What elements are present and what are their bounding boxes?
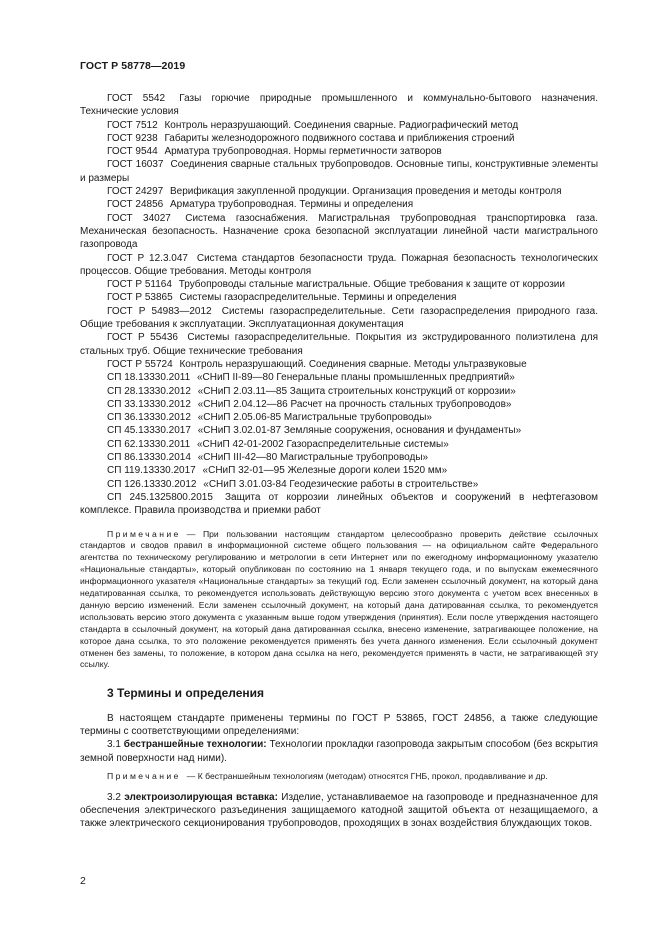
reference-item	[80, 358, 598, 371]
term-name: электроизолирующая вставка:	[124, 791, 278, 803]
note-label: Примечание	[107, 528, 181, 539]
term-name: бестраншейные технологии:	[123, 739, 267, 751]
reference-item	[80, 464, 598, 477]
section-intro: В настоящем стандарте применены термины по ГОСТ Р 53865, ГОСТ 24856, а также следующие термины с соответствующими определениями:	[80, 712, 598, 737]
reference-title: Системы газораспределительные. Термины и определения	[179, 292, 457, 304]
reference-item	[80, 451, 598, 464]
reference-item	[80, 119, 598, 132]
reference-title: «СНиП III-42—80 Магистральные трубопроводы»	[197, 452, 429, 464]
reference-item	[80, 212, 598, 252]
reference-title: «СНиП 2.04.12—86 Расчет на прочность стальных трубопроводов»	[197, 398, 512, 410]
reference-title: «СНиП 42-01-2002 Газораспределительные системы»	[196, 438, 449, 450]
reference-code: ГОСТ Р 12.3.047	[107, 252, 188, 264]
reference-title: Арматура трубопроводная. Термины и определения	[170, 199, 414, 211]
reference-code: СП 86.13330.2014	[107, 452, 191, 464]
reference-item	[80, 185, 598, 198]
term-number: 3.2	[107, 791, 121, 803]
reference-title: Системы газораспределительные. Покрытия из экструдированного полиэтилена для стальных труб. Общие технические требования	[80, 332, 599, 357]
reference-code: ГОСТ Р 53865	[107, 292, 173, 304]
reference-code: ГОСТ Р 51164	[107, 279, 172, 291]
reference-title: «СНиП 3.02.01-87 Земляные сооружения, основания и фундаменты»	[197, 425, 522, 437]
reference-item	[80, 158, 598, 185]
page-content	[80, 92, 598, 831]
reference-title: Трубопроводы стальные магистральные. Общие требования к защите от коррозии	[178, 279, 565, 291]
term-text: Технологии прокладки газопровода закрытым способом (без вскрытия земной поверхности над ними).	[80, 739, 598, 764]
reference-code: СП 245.1325800.2015	[107, 491, 213, 503]
note-label: Примечание	[107, 770, 181, 781]
reference-title: «СНиП 2.03.11—85 Защита строительных конструкций от коррозии»	[197, 385, 516, 397]
reference-title: «СНиП 32-01—95 Железные дороги колеи 1520 мм»	[202, 465, 448, 477]
reference-title: Газы горючие природные промышленного и коммунально-бытового назначения. Технические условия	[80, 93, 599, 118]
reference-item	[80, 278, 598, 291]
reference-code: ГОСТ 24856	[107, 199, 164, 211]
reference-code: ГОСТ 7512	[107, 119, 158, 131]
reference-item	[80, 398, 598, 411]
reference-item	[80, 145, 598, 158]
section-title: 3 Термины и определения	[107, 686, 265, 701]
reference-title: Система стандартов безопасности труда. Пожарная безопасность технологических процессов. Общие требования. Методы контроля	[80, 252, 598, 277]
page-number: 2	[80, 875, 86, 887]
reference-code: ГОСТ Р 55436	[107, 332, 178, 344]
reference-title: Габариты железнодорожного подвижного состава и приближения строений	[164, 132, 515, 144]
reference-title: Верификация закупленной продукции. Организация проведения и методы контроля	[170, 186, 562, 198]
reference-item	[80, 411, 598, 424]
reference-code: ГОСТ Р 55724	[107, 358, 173, 370]
reference-item	[80, 198, 598, 211]
note-text: — При пользовании настоящим стандартом целесообразно проверить действие ссылочных стандартов и сводов правил в информационной системе общего пользования — на официальном сайте Федерального агентства по техническому регулированию и метрологии в сети Интернет или по ежегодному информационному указателю «Национальные стандарты», который опубликован по состоянию на 1 января текущего года, и по выпускам ежемесячного информационного указателя «Национальные стандарты» за текущий год. Если заменен ссылочный документ, на который дана недатированная ссылка, то рекомендуется использовать действующую версию этого документа с учетом всех внесенных в данную версию изменений. Если заменен ссылочный документ, на который дана датированная ссылка, то рекомендуется использовать версию этого документа с указанным выше годом утверждения (принятия). Если после утверждения настоящего стандарта в ссылочный документ, на который дана датированная ссылка, внесено изменение, затрагивающее положение, на которое дана ссылка, то это положение рекомендуется применять без учета данного изменения. Если ссылочный документ отменен без замены, то положение, в котором дана ссылка на него, рекомендуется применять в части, не затрагивающей эту ссылку.	[80, 528, 598, 670]
term-text: Изделие, устанавливаемое на газопроводе и предназначенное для обеспечения электрического разъединения защищаемого катодной защитой объекта от незащищаемого, а также электрического секционирования трубопроводов, проходящих в зонах воздействия блуждающих токов.	[80, 791, 599, 830]
reference-title: Соединения сварные стальных трубопроводов. Основные типы, конструктивные элементы и размеры	[80, 159, 599, 184]
reference-code: СП 126.13330.2012	[107, 478, 197, 490]
reference-code: ГОСТ 34027	[107, 212, 171, 224]
reference-code: СП 36.13330.2012	[107, 412, 191, 424]
term-definition	[80, 791, 598, 831]
reference-title: Контроль неразрушающий. Соединения сварные. Радиографический метод	[164, 119, 519, 131]
reference-item	[80, 478, 598, 491]
term-note	[80, 771, 598, 783]
reference-code: ГОСТ 5542	[107, 93, 166, 104]
reference-code: СП 28.13330.2012	[107, 385, 191, 397]
reference-code: ГОСТ 9238	[107, 132, 158, 144]
reference-code: ГОСТ 24297	[107, 186, 164, 198]
reference-title: «СНиП II-89—80 Генеральные планы промышленных предприятий»	[196, 372, 515, 384]
reference-title: Контроль неразрушающий. Соединения сварные. Методы ультразвуковые	[179, 358, 527, 370]
reference-code: СП 18.13330.2011	[107, 372, 191, 384]
reference-item	[80, 252, 598, 279]
reference-code: ГОСТ 16037	[107, 159, 164, 171]
reference-item	[80, 385, 598, 398]
reference-title: Системы газораспределительные. Сети газораспределения природного газа. Общие требования к эксплуатации. Эксплуатационная документация	[80, 305, 598, 331]
reference-title: «СНиП 2.05.06-85 Магистральные трубопроводы»	[197, 412, 432, 424]
reference-code: ГОСТ Р 54983—2012	[107, 305, 212, 317]
reference-item	[80, 132, 598, 145]
reference-item	[80, 291, 598, 304]
note-text: — К бестраншейным технологиям (методам) относятся ГНБ, прокол, продавливание и др.	[186, 770, 548, 781]
reference-item	[80, 424, 598, 437]
references-note	[80, 529, 598, 672]
document-header: ГОСТ Р 58778—2019	[80, 60, 186, 72]
term-definition	[80, 738, 598, 765]
reference-code: СП 45.13330.2017	[107, 425, 191, 437]
reference-title: Арматура трубопроводная. Нормы герметичности затворов	[164, 146, 442, 158]
reference-code: ГОСТ 9544	[107, 146, 158, 158]
reference-item	[80, 331, 598, 358]
term-number: 3.1	[107, 739, 121, 751]
reference-title: Защита от коррозии линейных объектов и сооружений в нефтегазовом комплексе. Правила производства и приемки работ	[80, 491, 599, 517]
reference-item	[80, 92, 598, 119]
reference-code: СП 119.13330.2017	[107, 465, 196, 477]
references-list	[80, 92, 598, 518]
reference-item	[80, 371, 598, 384]
reference-title: «СНиП 3.01.03-84 Геодезические работы в строительстве»	[203, 478, 479, 490]
reference-code: СП 33.13330.2012	[107, 398, 191, 410]
reference-item	[80, 305, 598, 332]
reference-item	[80, 491, 598, 518]
reference-code: СП 62.13330.2011	[107, 438, 191, 450]
reference-title: Система газоснабжения. Магистральная трубопроводная транспортировка газа. Механическая безопасность. Назначение срока безопасной эксплуатации линейной части магистрального газопровода	[80, 212, 599, 251]
reference-item	[80, 438, 598, 451]
